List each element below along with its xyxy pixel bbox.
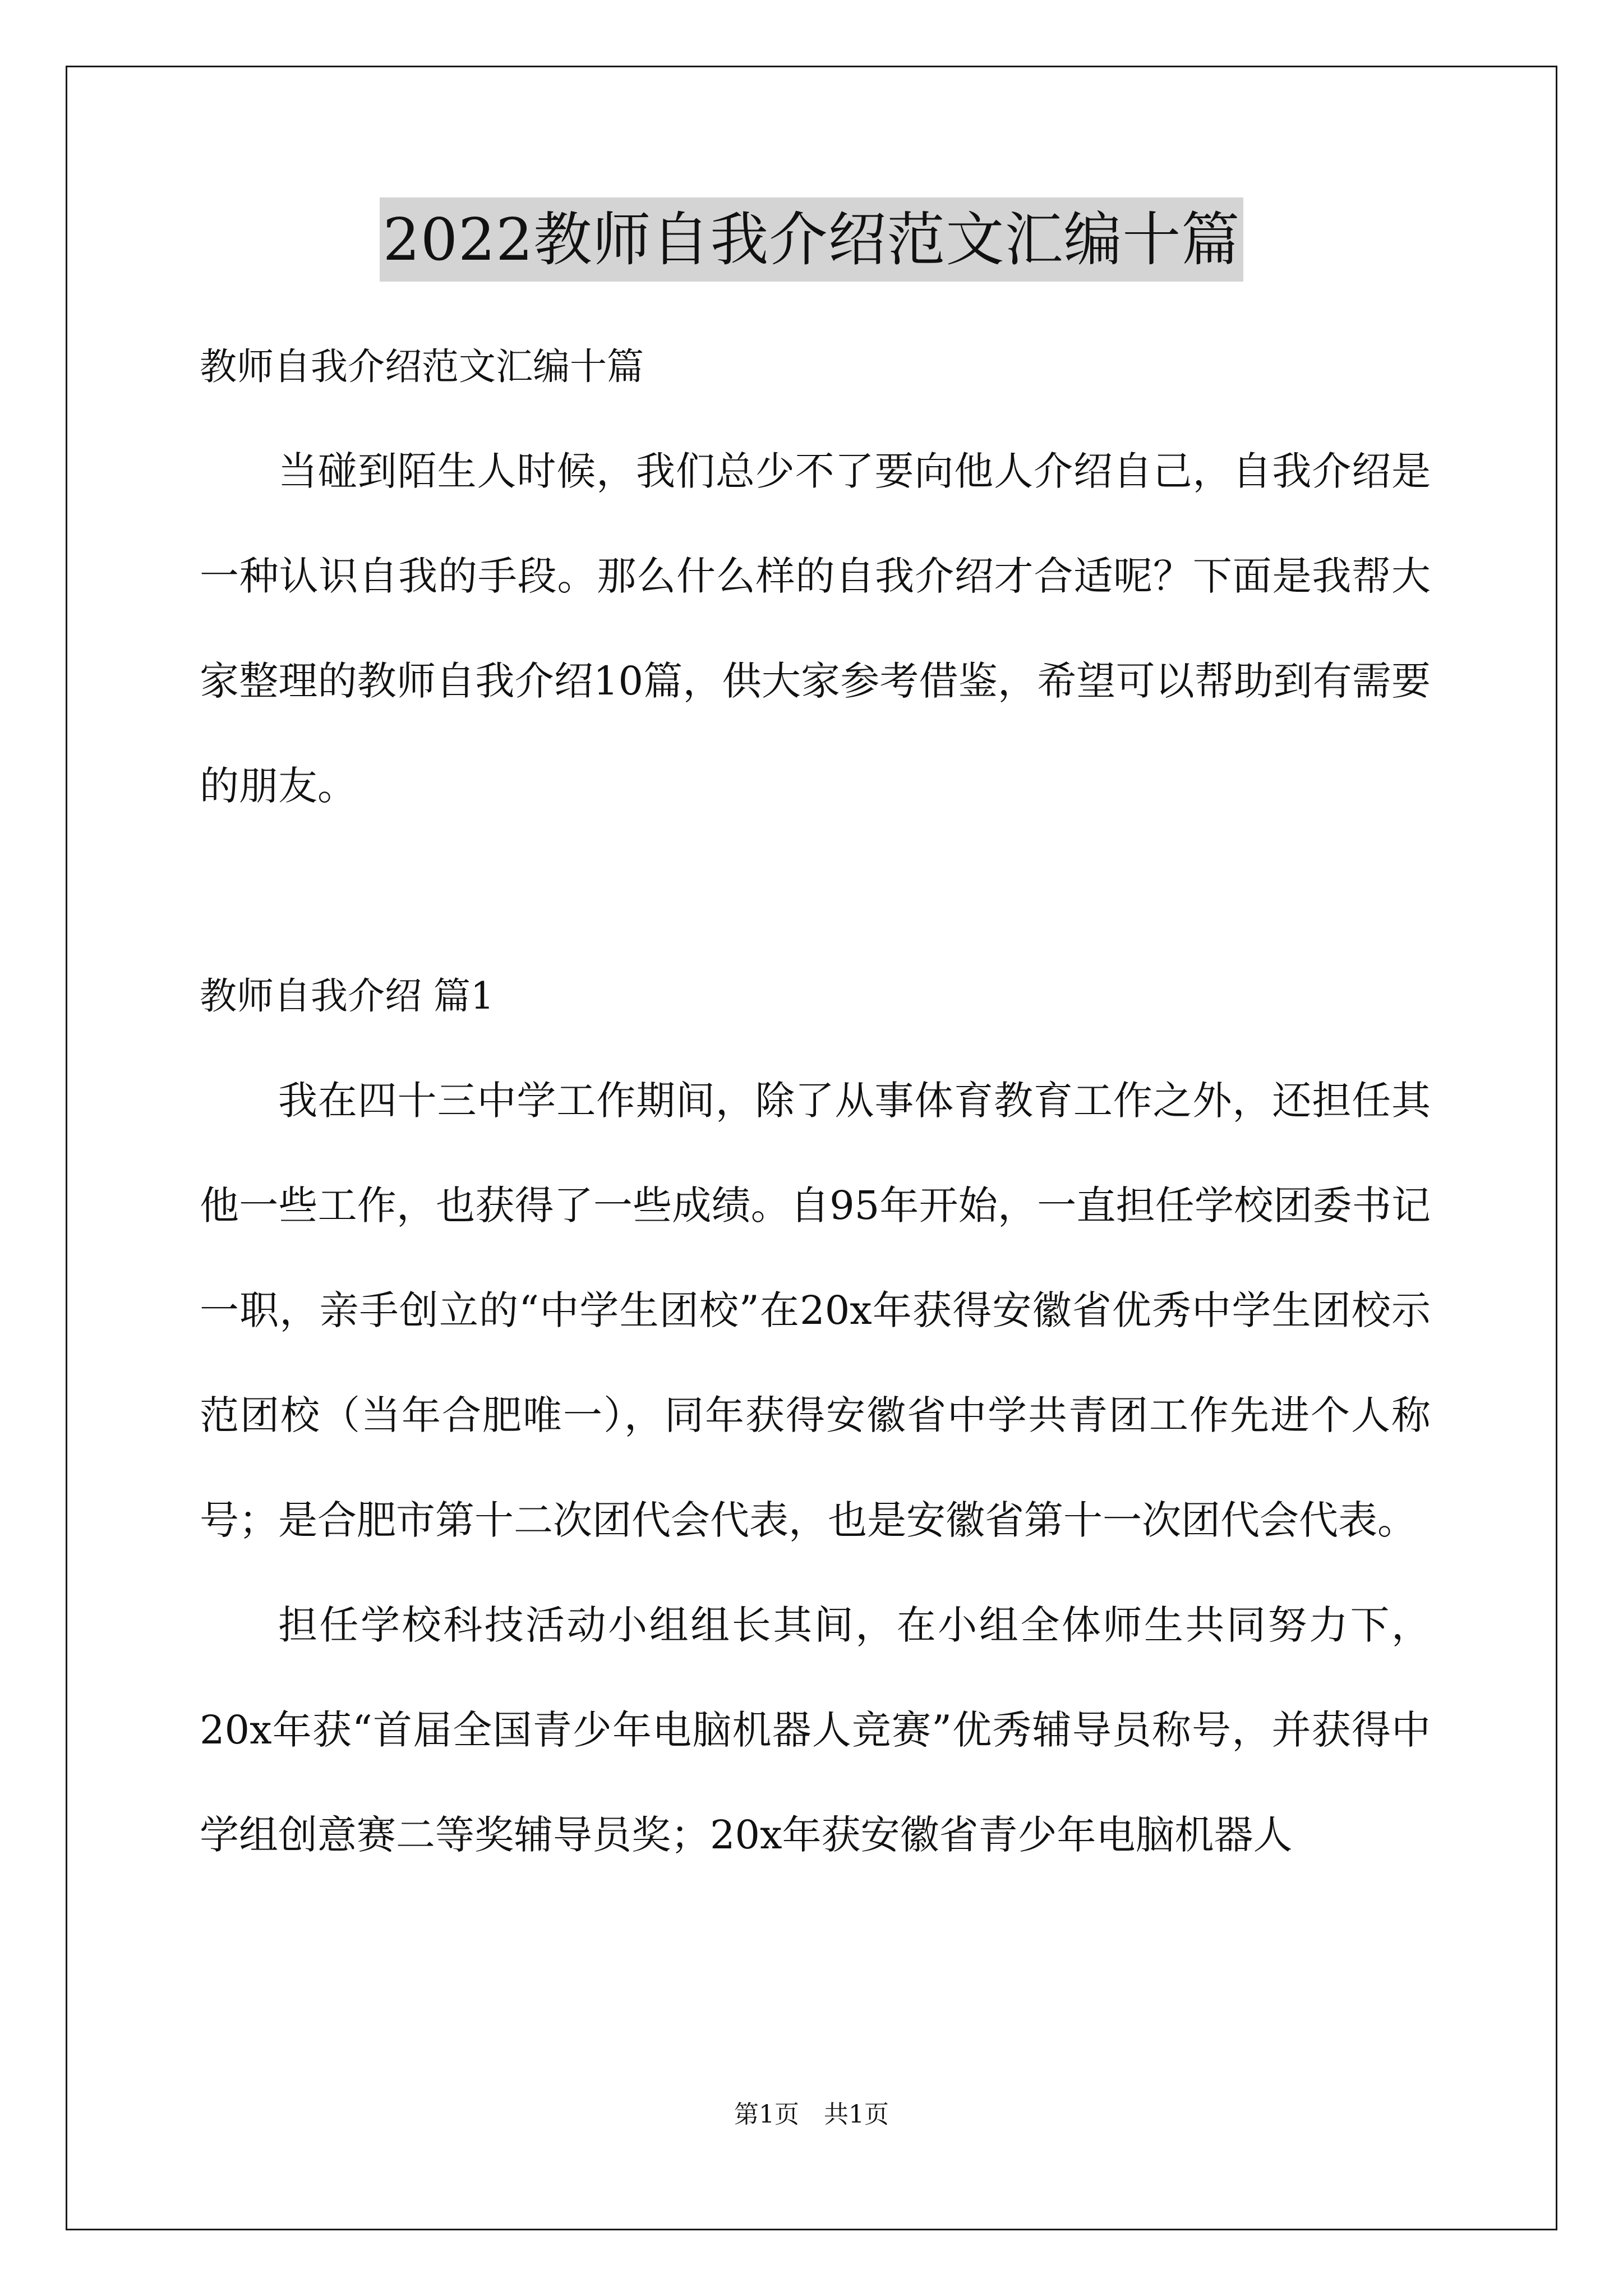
document-title: 2022教师自我介绍范文汇编十篇: [380, 197, 1244, 282]
body-paragraph-1: 我在四十三中学工作期间，除了从事体育教育工作之外，还担任其他一些工作，也获得了一些成绩。自95年开始，一直担任学校团委书记一职，亲手创立的“中学生团校”在20x年获得安徽省优秀中学生团校示范团校（当年合肥唯一），同年获得安徽省中学共青团工作先进个人称号；是合肥市第十二次团代会代表，也是安徽省第十一次团代会代表。: [200, 1078, 1431, 1543]
document-subtitle: 教师自我介绍范文汇编十篇: [200, 345, 644, 388]
document-body: [200, 314, 1431, 1888]
paragraph-spacer: [200, 839, 1431, 944]
body-paragraph-2: 担任学校科技活动小组组长其间，在小组全体师生共同努力下，20x年获“首届全国青少年电脑机器人竞赛”优秀辅导员称号，并获得中学组创意赛二等奖辅导员奖；20x年获安徽省青少年电脑机器人: [200, 1602, 1431, 1858]
intro-paragraph: 当碰到陌生人时候，我们总少不了要向他人介绍自己，自我介绍是一种认识自我的手段。那么什么样的自我介绍才合适呢？下面是我帮大家整理的教师自我介绍10篇，供大家参考借鉴，希望可以帮助到有需要的朋友。: [200, 448, 1431, 809]
page-footer: 第1页 共1页: [734, 2100, 889, 2129]
section-heading: 教师自我介绍 篇1: [200, 974, 494, 1018]
title-container: [0, 197, 1623, 282]
